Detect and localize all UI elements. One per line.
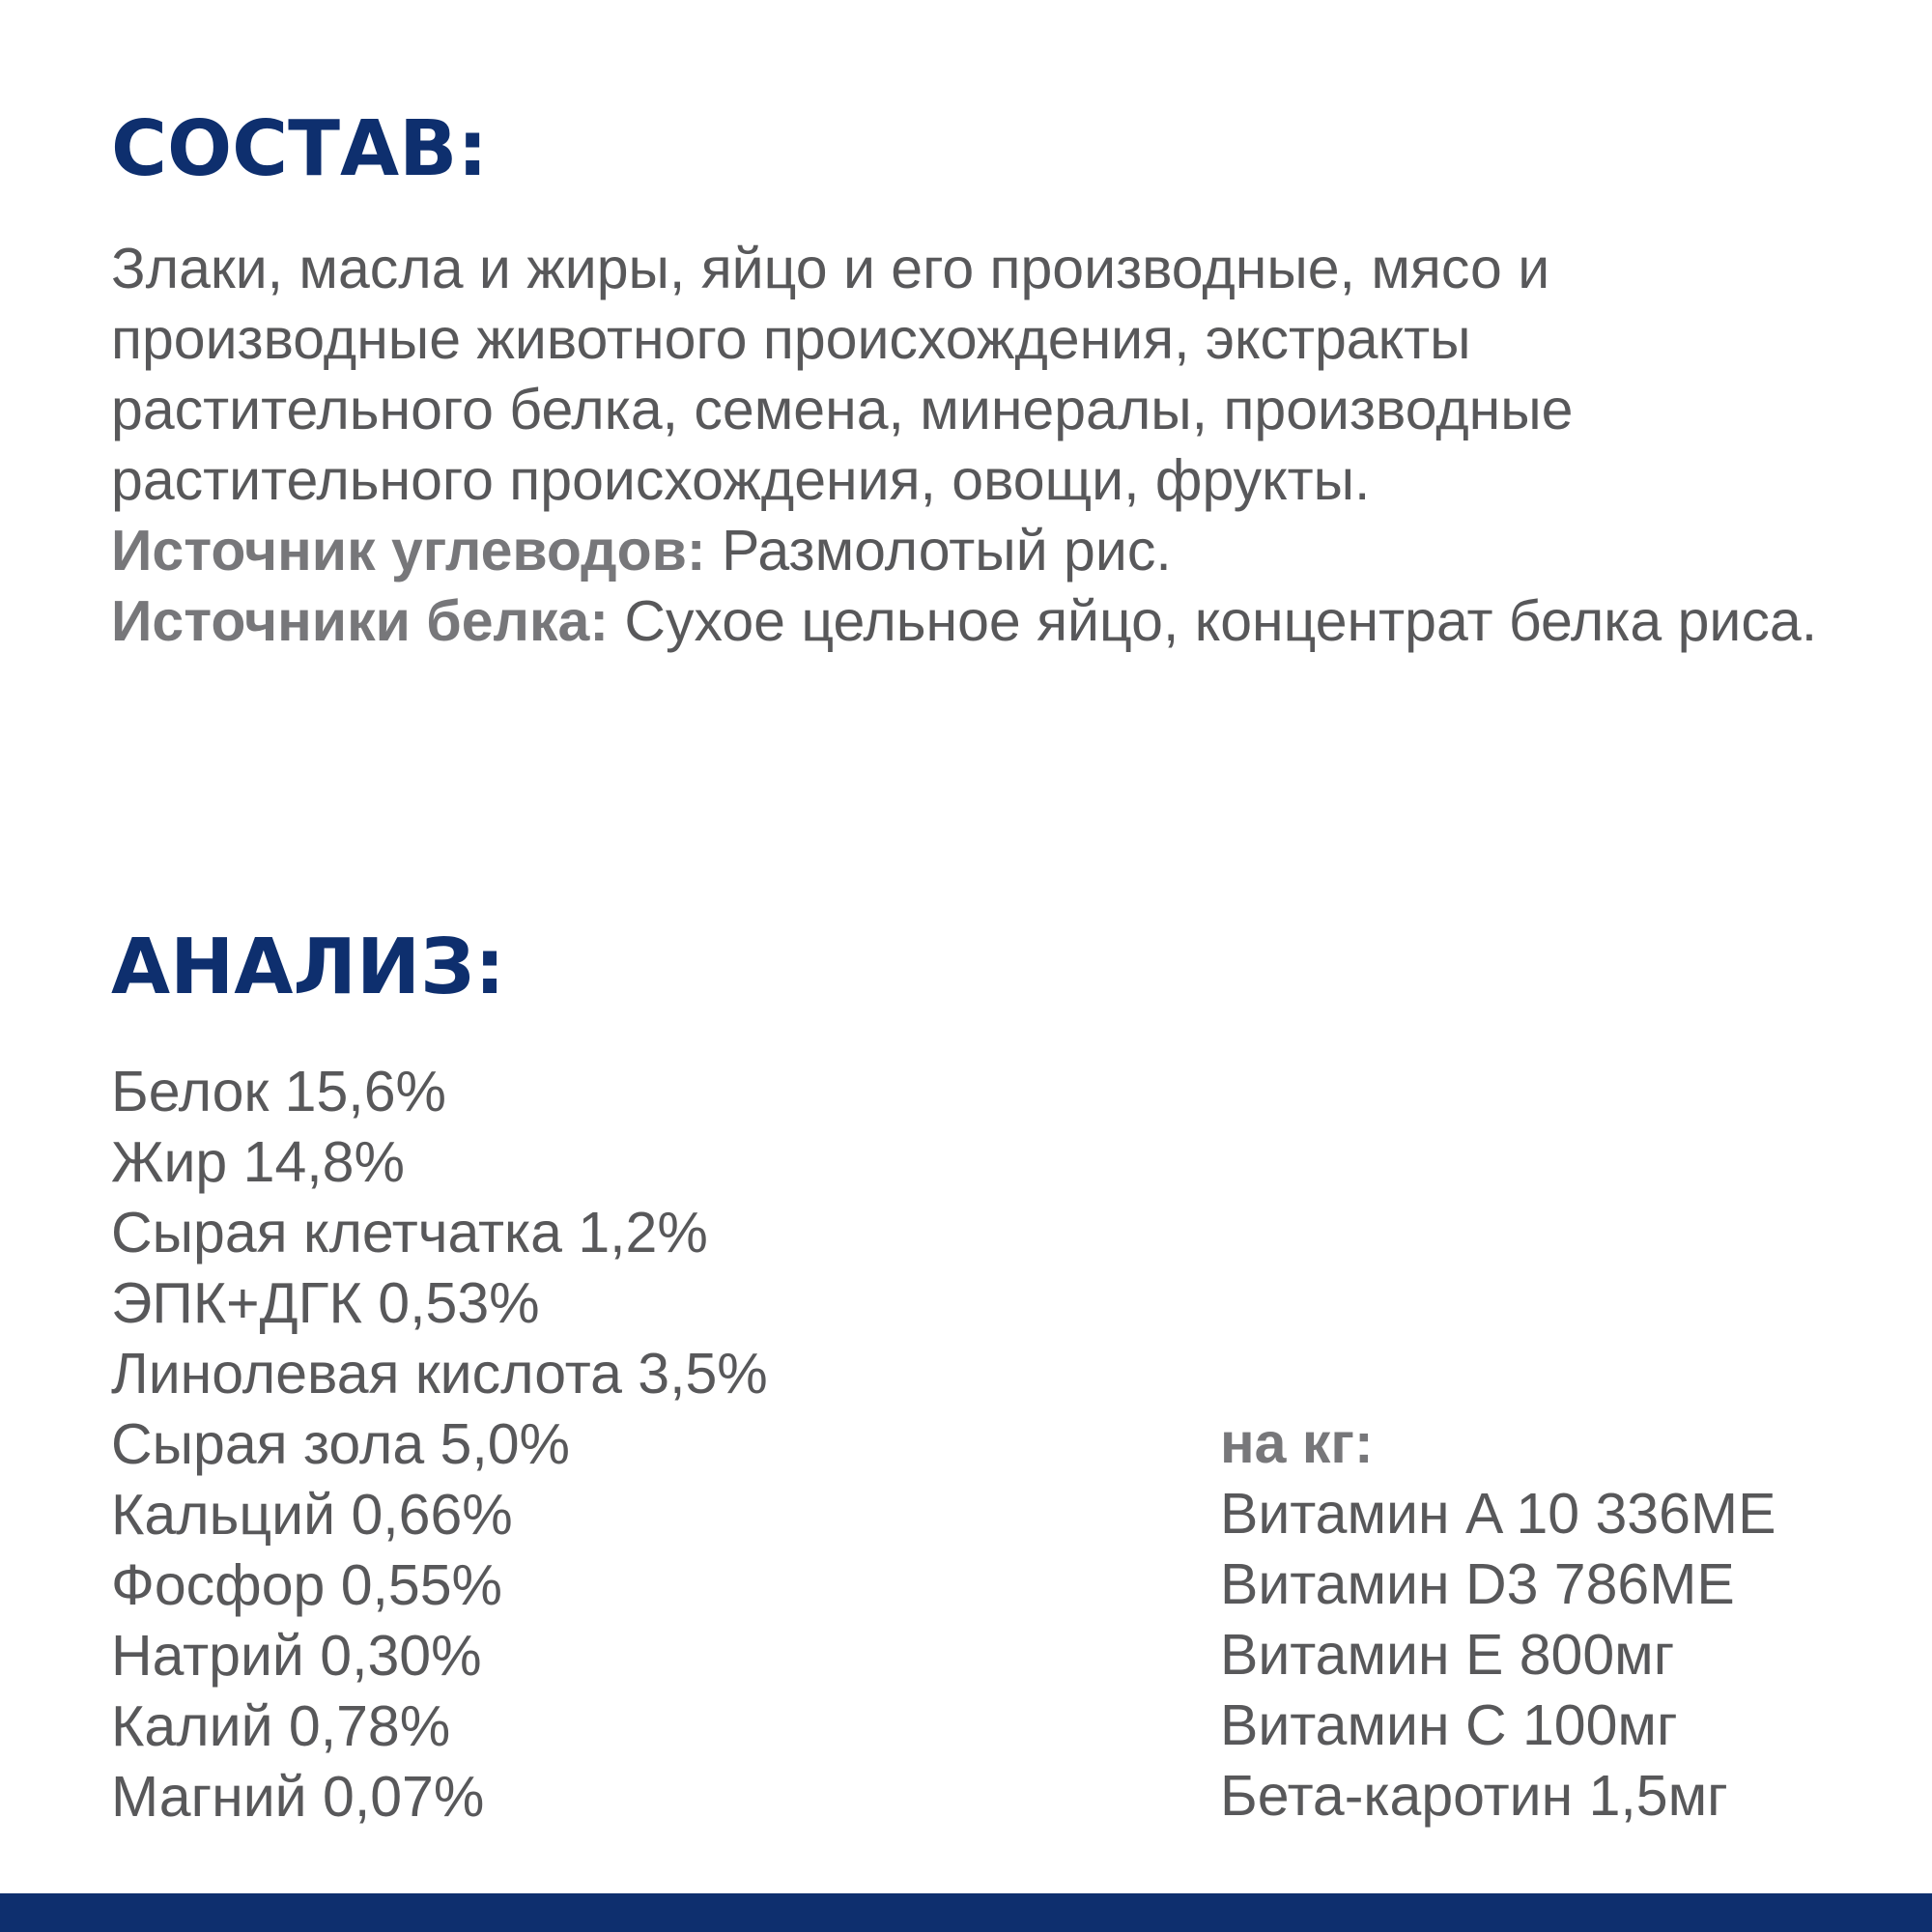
analysis-item-protein: Белок 15,6%: [111, 1060, 446, 1123]
analysis-item-ash: Сырая зола 5,0%: [111, 1412, 570, 1476]
analysis-item-sodium: Натрий 0,30%: [111, 1624, 482, 1688]
protein-source: [111, 586, 1850, 657]
analysis-item-fiber: Сырая клетчатка 1,2%: [111, 1201, 708, 1264]
analysis-item-phosphorus: Фосфор 0,55%: [111, 1553, 503, 1617]
analysis-item-calcium: Кальций 0,66%: [111, 1483, 513, 1547]
analysis-heading: АНАЛИЗ:: [111, 923, 505, 1011]
analysis-item-potassium: Калий 0,78%: [111, 1694, 451, 1758]
carb-source-value: Размолотый рис.: [705, 519, 1172, 582]
vitamin-d3: Витамин D3 786МЕ: [1220, 1552, 1735, 1616]
vitamin-e: Витамин E 800мг: [1220, 1623, 1675, 1687]
vitamins-block: [1220, 1408, 1776, 1832]
protein-source-label: Источники белка:: [111, 589, 609, 653]
vitamins-list: [1220, 1479, 1776, 1832]
analysis-item-fat: Жир 14,8%: [111, 1130, 405, 1194]
vitamin-c: Витамин C 100мг: [1220, 1693, 1678, 1757]
per-kg-label: на кг:: [1220, 1411, 1374, 1475]
carb-source-label: Источник углеводов:: [111, 519, 706, 582]
carb-source: [111, 516, 1850, 586]
ingredients-text: Злаки, масла и жиры, яйцо и его производные, мясо и производные животного происхождения, экстракты растительного белка, семена, минералы, производные растительного происхождения, овощи, фрукты.: [111, 237, 1574, 512]
beta-carotene: Бета-каротин 1,5мг: [1220, 1764, 1728, 1828]
footer-bar: [0, 1893, 1932, 1932]
analysis-item-linoleic-acid: Линолевая кислота 3,5%: [111, 1342, 768, 1406]
analysis-list: [111, 1057, 768, 1833]
composition-heading: СОСТАВ:: [111, 104, 488, 193]
composition-section: [111, 234, 1850, 657]
analysis-item-epa-dha: ЭПК+ДГК 0,53%: [111, 1271, 540, 1335]
vitamin-a: Витамин A 10 336МЕ: [1220, 1482, 1776, 1546]
protein-source-value: Сухое цельное яйцо, концентрат белка риса.: [608, 589, 1818, 653]
analysis-item-magnesium: Магний 0,07%: [111, 1765, 485, 1829]
